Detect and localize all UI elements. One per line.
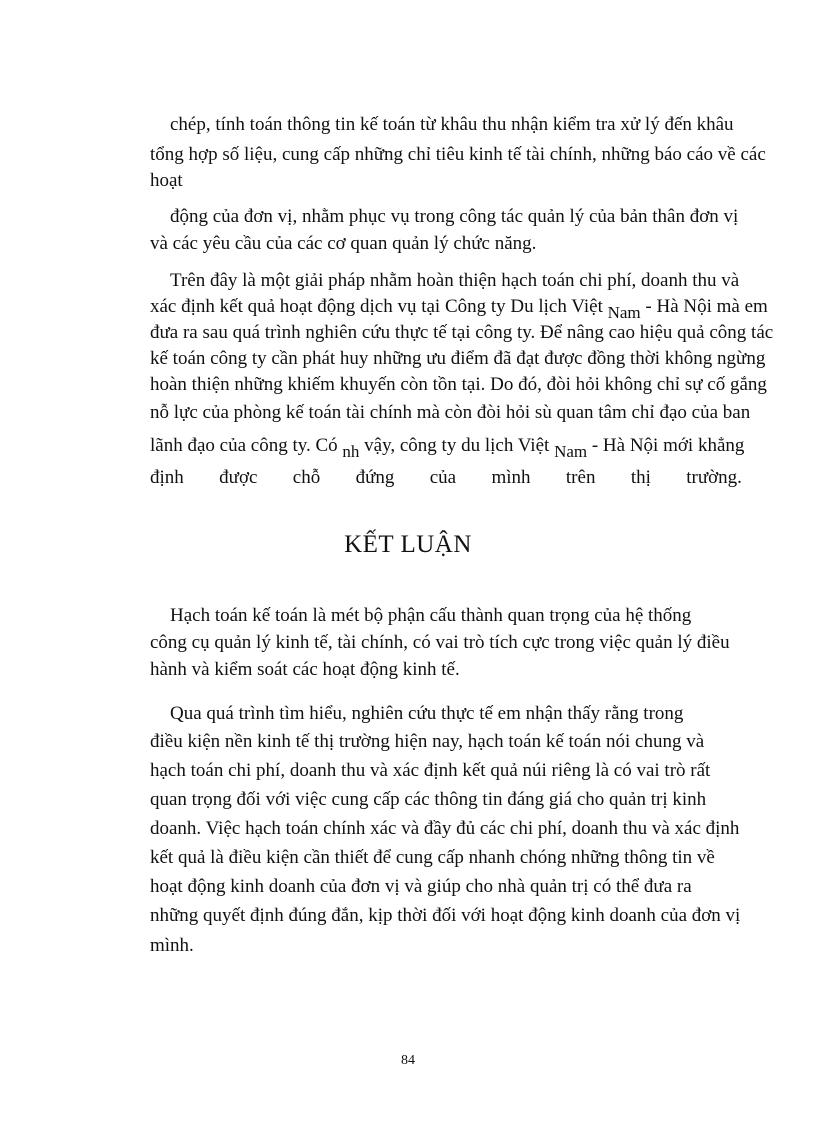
paragraph-1-line-1: chép, tính toán thông tin kế toán từ khâu thu nhận kiểm tra xử lý đến khâu — [170, 114, 734, 135]
paragraph-3-line-7-part-b: vậy, công ty du lịch Việt — [359, 435, 555, 456]
paragraph-3-line-7-part-c: - Hà Nội mới khẳng — [587, 435, 745, 456]
paragraph-1-line-2: tổng hợp số liệu, cung cấp những chỉ tiêu kinh tế tài chính, những báo cáo về các — [150, 144, 766, 165]
paragraph-3-line-1: Trên đây là một giải pháp nhằm hoàn thiện hạch toán chi phí, doanh thu và — [170, 270, 740, 291]
paragraph-3-line-8-word: chỗ — [292, 467, 321, 488]
paragraph-3-line-8-word: được — [219, 467, 258, 488]
paragraph-3-line-8-word: trường. — [686, 467, 742, 488]
paragraph-3-line-6: nỗ lực của phòng kế toán tài chính mà còn đòi hỏi sù quan tâm chỉ đạo của ban — [150, 402, 751, 423]
paragraph-5-line-9: mình. — [150, 935, 194, 956]
paragraph-3-line-8-word: thị — [630, 467, 651, 488]
paragraph-5-line-1: Qua quá trình tìm hiểu, nghiên cứu thực tế em nhận thấy rằng trong — [170, 703, 684, 724]
paragraph-2-line-1: động của đơn vị, nhằm phục vụ trong công tác quản lý của bản thân đơn vị — [170, 206, 739, 227]
paragraph-5-line-5: doanh. Việc hạch toán chính xác và đầy đủ các chi phí, doanh thu và xác định — [150, 818, 740, 839]
paragraph-5-line-4: quan trọng đối với việc cung cấp các thông tin đáng giá cho quản trị kinh — [150, 789, 707, 810]
section-heading: KẾT LUẬN — [344, 531, 472, 558]
paragraph-3-line-8-word: đứng — [355, 467, 395, 488]
paragraph-3-line-8-word: mình — [491, 467, 531, 488]
paragraph-3-line-8-word: của — [429, 467, 457, 488]
paragraph-5-line-7: hoạt động kinh doanh của đơn vị và giúp cho nhà quản trị có thể đưa ra — [150, 876, 692, 897]
paragraph-3-line-7-subscript-2: Nam — [554, 442, 588, 461]
paragraph-3-line-2-part-a: xác định kết quả hoạt động dịch vụ tại Công ty Du lịch Việt — [150, 296, 608, 317]
paragraph-3-line-7-subscript-1: nh — [342, 442, 360, 461]
paragraph-3-line-2-part-b: - Hà Nội mà em — [640, 296, 768, 317]
paragraph-5-line-6: kết quả là điều kiện cần thiết để cung cấp nhanh chóng những thông tin về — [150, 847, 715, 868]
paragraph-4-line-2: công cụ quản lý kinh tế, tài chính, có vai trò tích cực trong việc quản lý điều — [150, 632, 730, 653]
paragraph-1-line-3: hoạt — [150, 170, 183, 191]
paragraph-4-line-1: Hạch toán kế toán là mét bộ phận cấu thành quan trọng của hệ thống — [170, 605, 692, 626]
paragraph-3-line-8-word: định — [150, 467, 184, 488]
paragraph-3-line-8 — [150, 465, 742, 491]
paragraph-3-line-5: hoàn thiện những khiếm khuyến còn tồn tại. Do đó, đòi hỏi không chỉ sự cố gắng — [150, 374, 767, 395]
page-number: 84 — [401, 1053, 415, 1068]
paragraph-3-line-8-word: trên — [565, 467, 596, 488]
paragraph-3-line-7 — [150, 433, 745, 461]
paragraph-5-line-3: hạch toán chi phí, doanh thu và xác định kết quả núi riêng là có vai trò rất — [150, 760, 711, 781]
paragraph-2-line-2: và các yêu cầu của các cơ quan quản lý chức năng. — [150, 233, 537, 254]
paragraph-3-line-4: kế toán công ty cần phát huy những ưu điểm đã đạt được đồng thời không ngừng — [150, 348, 766, 369]
paragraph-3-line-3: đưa ra sau quá trình nghiên cứu thực tế tại công ty. Để nâng cao hiệu quả công tác — [150, 322, 774, 343]
paragraph-3-line-2 — [150, 294, 768, 322]
paragraph-4-line-3: hành và kiểm soát các hoạt động kinh tế. — [150, 659, 460, 680]
paragraph-3-line-2-subscript: Nam — [607, 303, 641, 322]
paragraph-5-line-2: điều kiện nền kinh tế thị trường hiện nay, hạch toán kế toán nói chung và — [150, 731, 705, 752]
paragraph-5-line-8: những quyết định đúng đắn, kịp thời đối với hoạt động kinh doanh của đơn vị — [150, 905, 741, 926]
paragraph-3-line-7-part-a: lãnh đạo của công ty. Có — [150, 435, 343, 456]
